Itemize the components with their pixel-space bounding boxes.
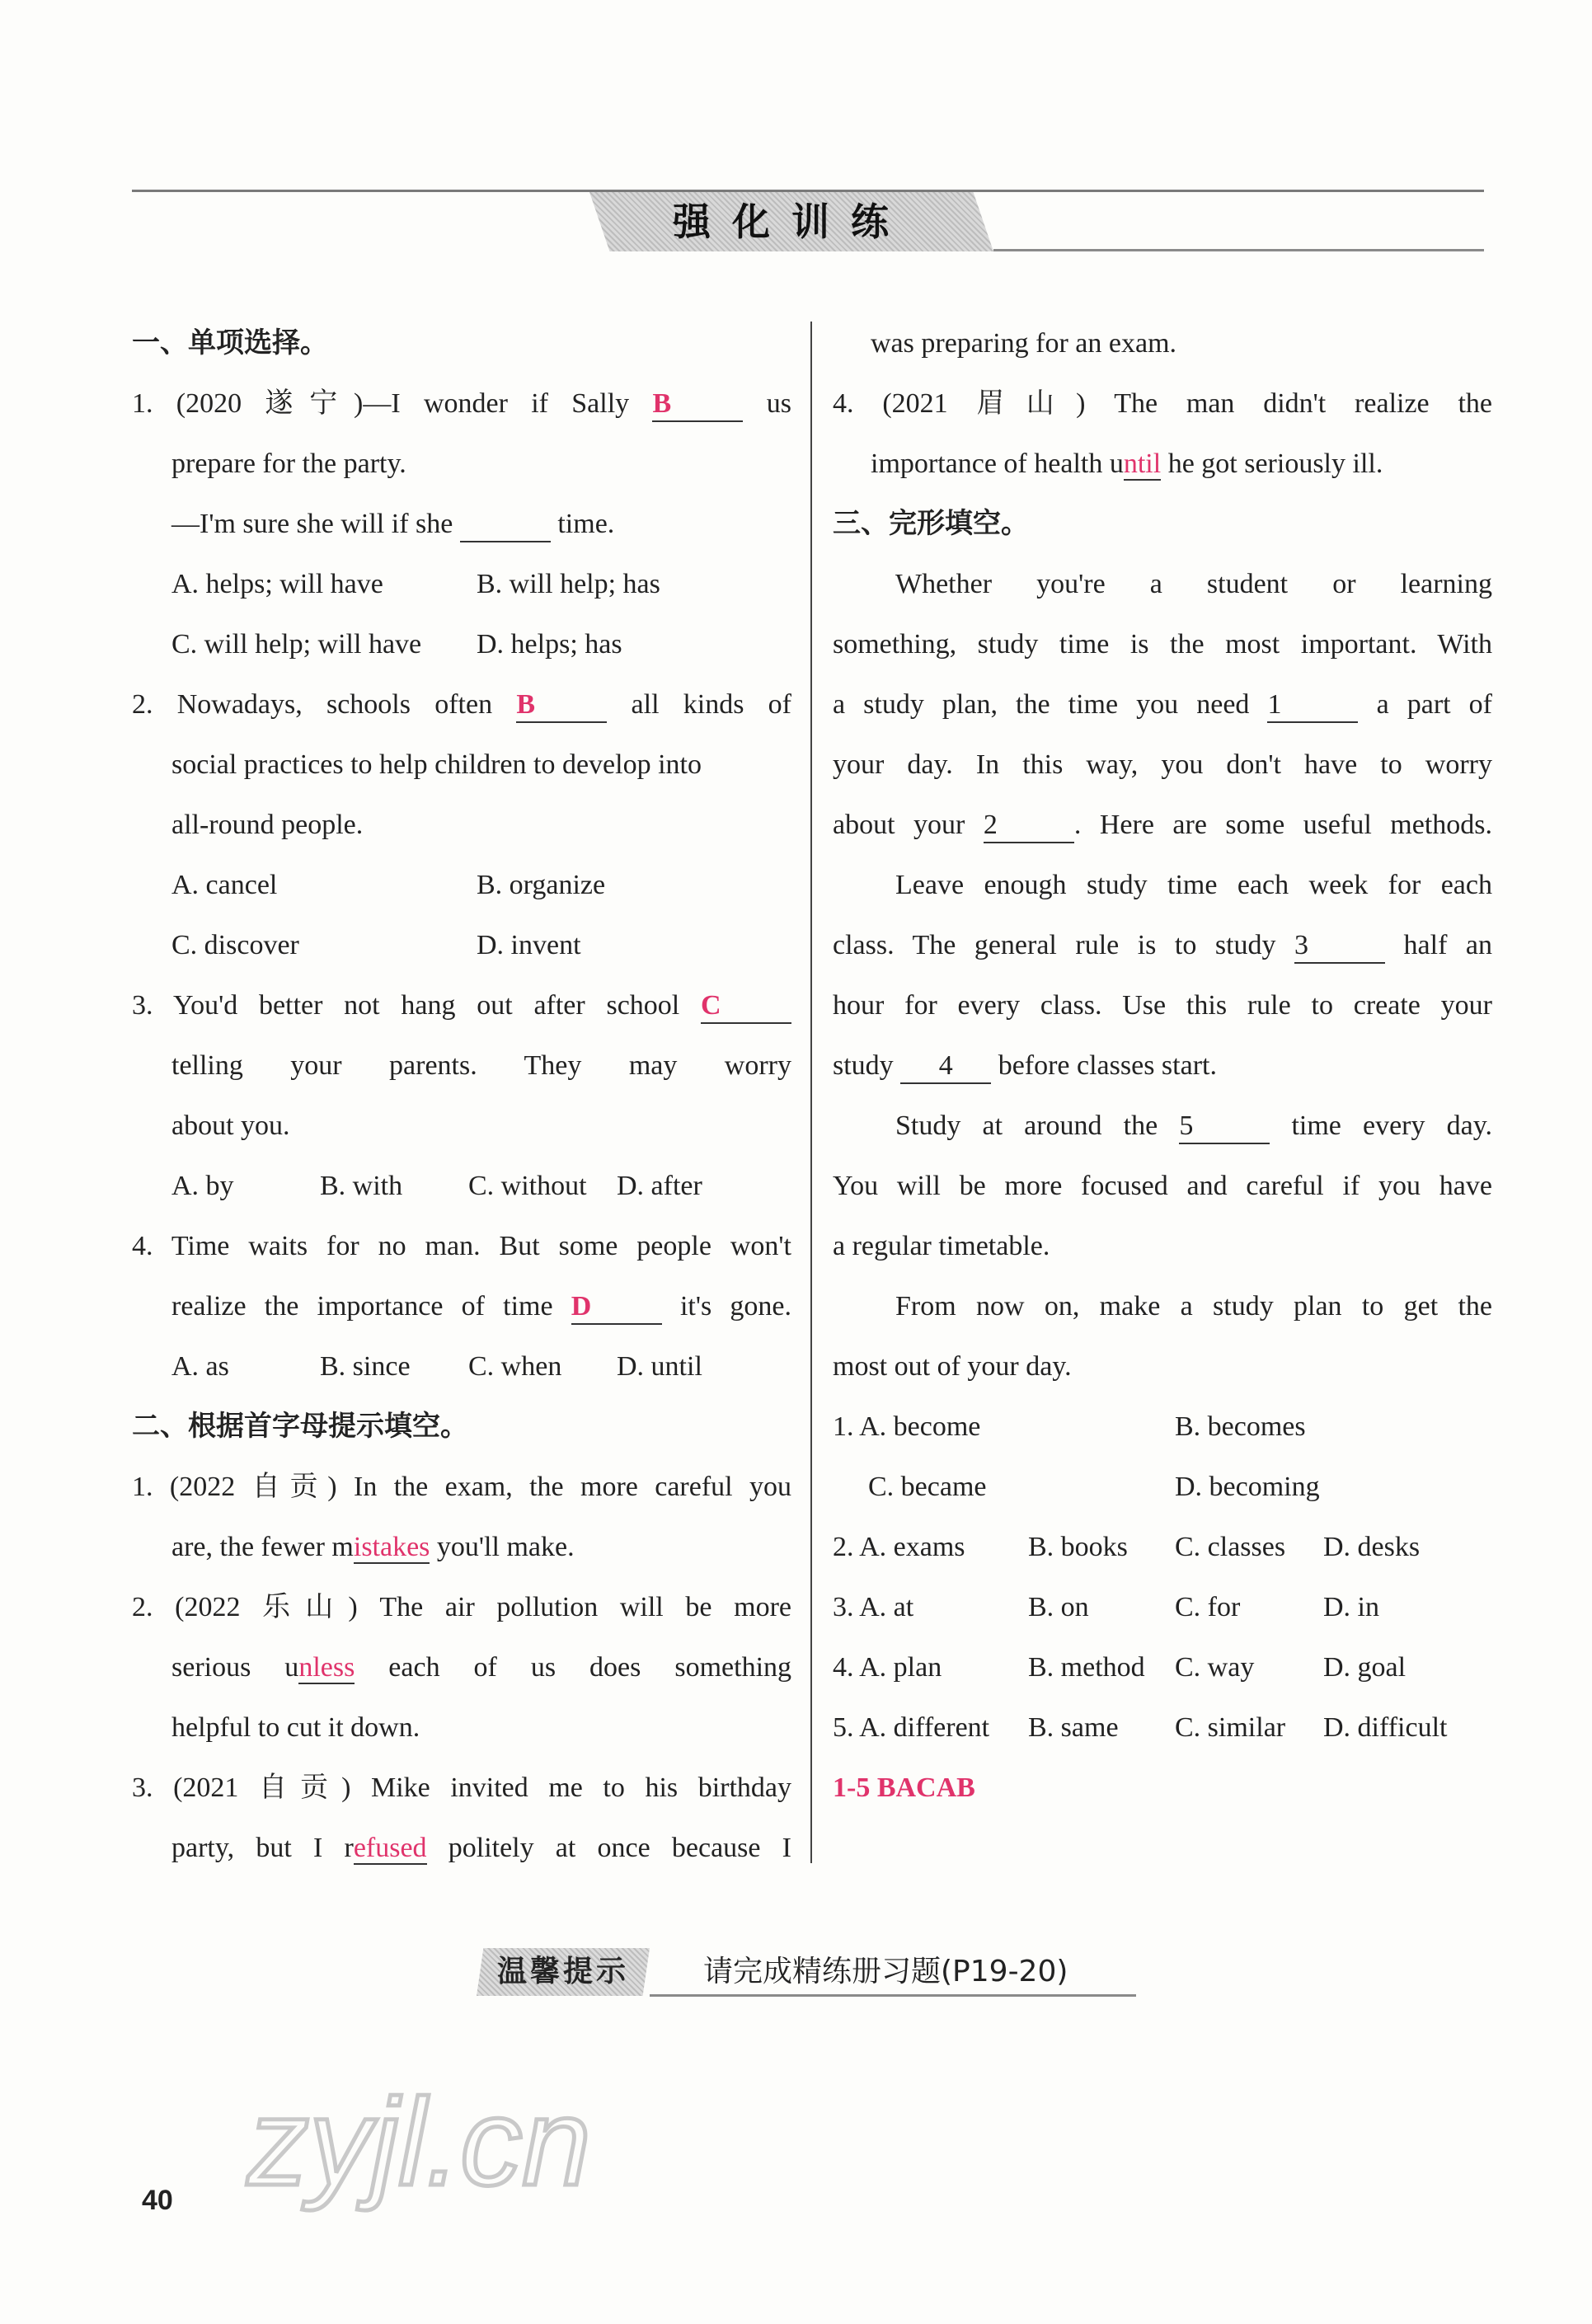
answer-key: 1-5 BACAB: [833, 1772, 975, 1803]
q2-options-cd: [132, 915, 791, 975]
watermark-text: zyjl.cn: [247, 2073, 591, 2211]
cloze-q2-b: B. books: [1028, 1532, 1128, 1562]
column-divider: [810, 322, 812, 1863]
q3-answer: C: [701, 989, 791, 1024]
cloze-q1-options-ab: [833, 1397, 1492, 1457]
q2-answer: B: [516, 688, 607, 723]
cloze-q1-c: C. became: [868, 1472, 987, 1502]
section-2-title: 二、根据首字母提示填空。: [132, 1410, 468, 1443]
passage-p1-line2: something, study time is the most important. With: [833, 629, 1492, 660]
cloze-q5-d: D. difficult: [1323, 1712, 1448, 1743]
q1-line2: prepare for the party.: [171, 448, 406, 479]
q1-option-d: D. helps; has: [477, 629, 622, 660]
q4-line2: realize the importance of time D it's gone.: [132, 1276, 791, 1336]
q1-answer: B: [652, 387, 743, 422]
q1-options-cd: [132, 614, 791, 674]
cloze-q4-c: C. way: [1175, 1652, 1255, 1683]
f3-answer: efused: [353, 1833, 427, 1863]
passage-p2-line2: class. The general rule is to study 3 half an: [833, 915, 1492, 975]
cloze-q5-options: [833, 1697, 1492, 1758]
q3-option-c: C. without: [468, 1171, 587, 1201]
q4-option-d: D. until: [617, 1351, 702, 1382]
q3-option-b: B. with: [320, 1171, 403, 1201]
q4-options: [132, 1336, 791, 1397]
q2-option-b: B. organize: [477, 870, 606, 900]
cloze-q5-c: C. similar: [1175, 1712, 1286, 1743]
q4-option-b: B. since: [320, 1351, 411, 1382]
q3-option-a: A. by: [171, 1171, 234, 1201]
section-3-title: 三、完形填空。: [833, 507, 1029, 540]
passage-p1-line4: your day. In this way, you don't have to worry: [833, 749, 1492, 780]
q3-line3: about you.: [171, 1110, 290, 1141]
cloze-q4-a: 4. A. plan: [833, 1652, 942, 1683]
f2-line1: 2. (2022 乐山) The air pollution will be more: [132, 1592, 791, 1622]
cloze-q1-b: B. becomes: [1175, 1411, 1306, 1442]
cloze-blank-1: 1: [1267, 688, 1358, 723]
f1-answer: istakes: [353, 1532, 430, 1562]
q3-options: [132, 1156, 791, 1216]
q2-line1: 2. Nowadays, schools often B all kinds of: [132, 674, 791, 735]
f2-line3: helpful to cut it down.: [171, 1712, 420, 1743]
q2-option-a: A. cancel: [171, 870, 278, 900]
passage-p3-line1: Study at around the 5 time every day.: [833, 1096, 1492, 1156]
q1-line1: 1. (2020 遂宁)—I wonder if Sally B us: [132, 373, 791, 434]
cloze-blank-5: 5: [1179, 1110, 1270, 1144]
f3-line3: was preparing for an exam.: [871, 328, 1177, 359]
f4-line2: importance of health until he got seriously ill.: [871, 448, 1383, 479]
cloze-q2-c: C. classes: [1175, 1532, 1286, 1562]
passage-p1-line1: Whether you're a student or learning: [895, 569, 1492, 599]
watermark-logo: [239, 2045, 618, 2234]
cloze-q1-d: D. becoming: [1175, 1472, 1320, 1502]
passage-p4-line2: most out of your day.: [833, 1351, 1072, 1382]
f2-line2: serious unless each of us does something: [171, 1652, 792, 1683]
q4-answer: D: [571, 1290, 662, 1325]
q1-option-a: A. helps; will have: [171, 569, 383, 599]
section-1-title: 一、单项选择。: [132, 326, 328, 359]
passage-p2-line1: Leave enough study time each week for each: [895, 870, 1492, 900]
cloze-blank-2: 2: [984, 809, 1074, 843]
f1-line1: 1. (2022 自贡) In the exam, the more careful you: [132, 1472, 791, 1502]
page-number: 40: [142, 2185, 173, 2216]
q1-option-c: C. will help; will have: [171, 629, 422, 660]
tip-banner: [477, 1941, 1136, 1999]
cloze-q5-b: B. same: [1028, 1712, 1119, 1743]
passage-p1-line3: a study plan, the time you need 1 a part of: [833, 674, 1492, 735]
q2-line3: all-round people.: [171, 810, 364, 840]
cloze-q2-d: D. desks: [1323, 1532, 1421, 1562]
cloze-q4-b: B. method: [1028, 1652, 1145, 1683]
cloze-q3-options: [833, 1577, 1492, 1637]
f4-answer: ntil: [1123, 448, 1162, 479]
cloze-q5-a: 5. A. different: [833, 1712, 990, 1743]
q3-option-d: D. after: [617, 1171, 702, 1201]
page-title: 强化训练: [673, 200, 910, 244]
q1-option-b: B. will help; has: [477, 569, 660, 599]
q2-option-d: D. invent: [477, 930, 581, 960]
q2-option-c: C. discover: [171, 930, 299, 960]
passage-p4-line1: From now on, make a study plan to get the: [895, 1291, 1492, 1322]
q1-blank2: [460, 508, 551, 542]
cloze-blank-3: 3: [1294, 929, 1385, 964]
q4-option-c: C. when: [468, 1351, 562, 1382]
cloze-q3-d: D. in: [1323, 1592, 1379, 1622]
f1-line2: are, the fewer mistakes you'll make.: [171, 1532, 575, 1562]
cloze-q4-options: [833, 1637, 1492, 1697]
q1-line3: —I'm sure she will if she time.: [132, 494, 791, 554]
q4-option-a: A. as: [171, 1351, 229, 1382]
cloze-q4-d: D. goal: [1323, 1652, 1407, 1683]
left-column: [132, 313, 791, 1878]
header-rule-right: [993, 249, 1484, 251]
passage-p3-line2: You will be more focused and careful if you have: [833, 1171, 1492, 1201]
cloze-q2-a: 2. A. exams: [833, 1532, 965, 1562]
passage-p2-line3: hour for every class. Use this rule to create your: [833, 990, 1492, 1021]
q2-line2: social practices to help children to develop into: [171, 749, 702, 780]
right-column: [833, 313, 1492, 1818]
passage-p3-line3: a regular timetable.: [833, 1231, 1050, 1261]
tip-text: 请完成精练册习题(P19-20): [703, 1955, 1068, 1988]
f3-line2: party, but I refused politely at once because I: [171, 1833, 792, 1863]
cloze-q3-c: C. for: [1175, 1592, 1241, 1622]
cloze-q3-b: B. on: [1028, 1592, 1089, 1622]
f3-line1: 3. (2021 自贡) Mike invited me to his birthday: [132, 1772, 791, 1803]
cloze-q2-options: [833, 1517, 1492, 1577]
cloze-blank-4: 4: [900, 1049, 991, 1084]
f4-line1: 4. (2021 眉山) The man didn't realize the: [833, 388, 1492, 419]
q2-options-ab: [132, 855, 791, 915]
q3-line1: 3. You'd better not hang out after school C: [132, 975, 791, 1035]
f2-answer: nless: [298, 1652, 355, 1683]
tip-label: 温馨提示: [496, 1955, 629, 1988]
q3-line2: telling your parents. They may worry: [171, 1050, 791, 1081]
q1-options-ab: [132, 554, 791, 614]
q4-line1: 4. Time waits for no man. But some people won't: [132, 1231, 791, 1261]
cloze-q1-options-cd: [833, 1457, 1492, 1517]
cloze-q3-a: 3. A. at: [833, 1592, 914, 1622]
passage-p1-line5: about your 2 . Here are some useful methods.: [833, 795, 1492, 855]
passage-p2-line4: study 4 before classes start.: [833, 1035, 1492, 1096]
cloze-q1-a: 1. A. become: [833, 1411, 981, 1442]
